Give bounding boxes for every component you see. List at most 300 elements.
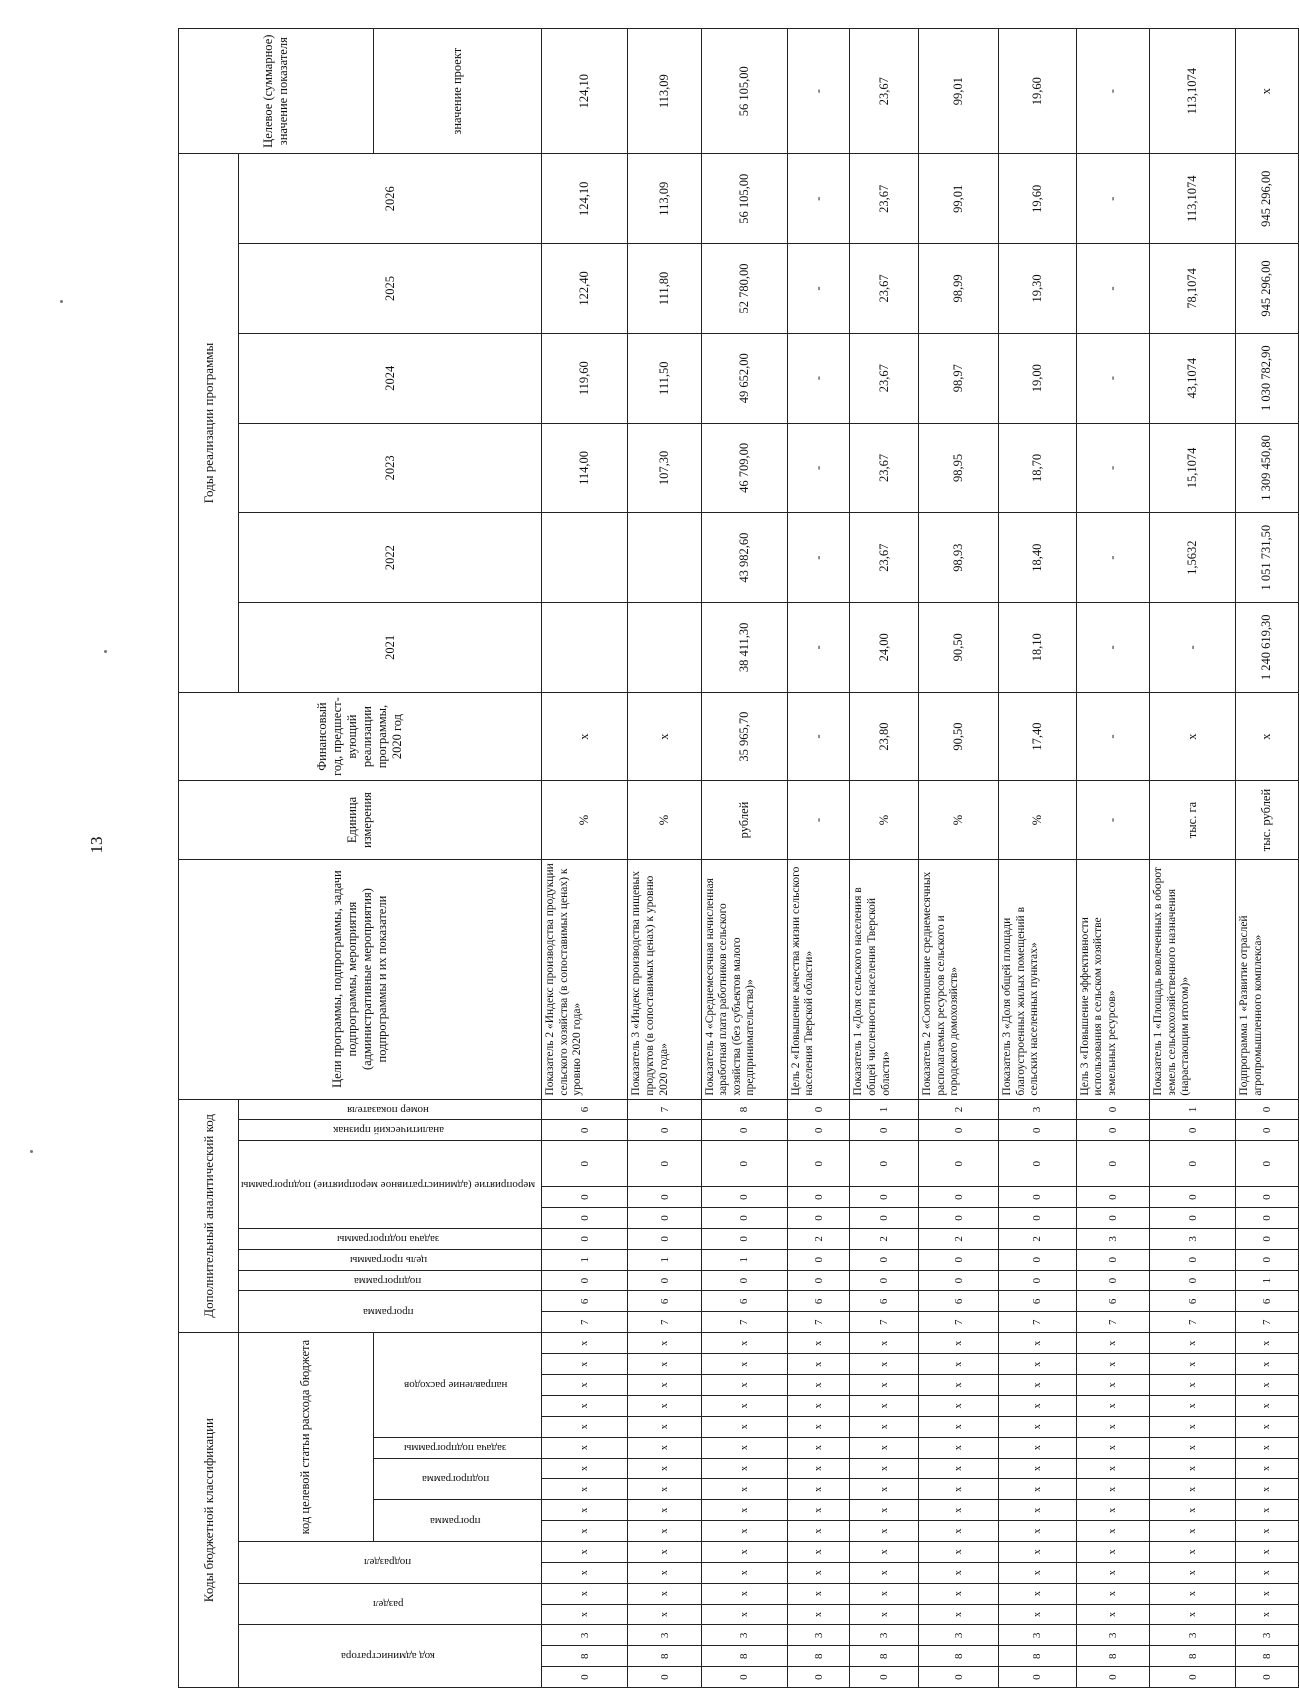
analytic-code-digit: 0 xyxy=(1236,1208,1299,1229)
analytic-code-digit: 0 xyxy=(999,1270,1077,1291)
analytic-code-digit: 0 xyxy=(1149,1249,1235,1270)
value-v2023: 46 709,00 xyxy=(701,423,787,513)
value-v2024: 119,60 xyxy=(542,333,628,423)
value-v2023: 18,70 xyxy=(999,423,1077,513)
budget-code-digit: 3 xyxy=(1076,1625,1149,1646)
analytic-code-digit: 2 xyxy=(787,1228,850,1249)
budget-code-digit: x xyxy=(1076,1375,1149,1396)
budget-codes-label: Коды бюджетной классификации xyxy=(200,1418,216,1603)
expense-direction-label: направление расходов xyxy=(403,1379,508,1391)
value-target: 99,01 xyxy=(919,29,999,154)
budget-code-digit: x xyxy=(999,1541,1077,1562)
value-v2024: 19,00 xyxy=(999,333,1077,423)
budget-code-digit: x xyxy=(850,1541,919,1562)
budget-code-digit: 3 xyxy=(628,1625,701,1646)
a-measure-label: мероприятие (административное мероприятие) подпрограммы xyxy=(241,1178,536,1191)
budget-code-digit: x xyxy=(787,1562,850,1583)
value-prev: 35 965,70 xyxy=(701,692,787,781)
value-target: - xyxy=(787,29,850,154)
budget-code-digit: 3 xyxy=(999,1625,1077,1646)
program-label: программа xyxy=(430,1514,481,1527)
budget-code-digit: x xyxy=(919,1395,999,1416)
budget-code-digit: 8 xyxy=(1076,1646,1149,1667)
analytic-code-digit: 0 xyxy=(999,1120,1077,1141)
budget-code-digit: x xyxy=(1076,1395,1149,1416)
budget-code-digit: 0 xyxy=(999,1667,1077,1688)
analytic-code-digit: 1 xyxy=(1236,1270,1299,1291)
analytic-code-digit: 0 xyxy=(628,1228,701,1249)
budget-code-digit: x xyxy=(701,1604,787,1625)
analytic-code-digit: 0 xyxy=(701,1187,787,1208)
value-prev: x xyxy=(628,692,701,781)
value-v2025: 78,1074 xyxy=(1149,244,1235,334)
analytic-code-digit: 0 xyxy=(850,1120,919,1141)
budget-code-digit: x xyxy=(999,1375,1077,1396)
analytic-code-digit: 0 xyxy=(542,1228,628,1249)
analytic-code-digit: 1 xyxy=(1149,1099,1235,1120)
budget-code-digit: x xyxy=(701,1521,787,1542)
analytic-code-digit: 0 xyxy=(701,1228,787,1249)
value-v2026: 23,67 xyxy=(850,154,919,244)
budget-code-digit: 0 xyxy=(850,1667,919,1688)
a-program-goal-header xyxy=(239,1249,542,1270)
page-number: 13 xyxy=(87,836,106,854)
analytic-code-digit: 0 xyxy=(701,1141,787,1187)
subprogram-label: подпрограмма xyxy=(421,1472,490,1485)
analytic-code-digit: 0 xyxy=(628,1208,701,1229)
value-v2022: 23,67 xyxy=(850,513,919,603)
budget-code-digit: x xyxy=(1236,1479,1299,1500)
budget-code-digit: x xyxy=(919,1416,999,1437)
value-v2021: 18,10 xyxy=(999,603,1077,693)
analytic-code-digit: 0 xyxy=(919,1187,999,1208)
budget-code-digit: x xyxy=(701,1395,787,1416)
analytic-code-digit: 2 xyxy=(999,1228,1077,1249)
budget-code-digit: x xyxy=(542,1562,628,1583)
unit-header xyxy=(179,781,542,859)
budget-code-digit: x xyxy=(628,1416,701,1437)
value-v2025: 52 780,00 xyxy=(701,244,787,334)
budget-code-digit: x xyxy=(850,1604,919,1625)
analytic-code-digit: 0 xyxy=(1076,1249,1149,1270)
analytic-code-digit: 0 xyxy=(542,1120,628,1141)
budget-code-digit: x xyxy=(628,1479,701,1500)
budget-code-digit: x xyxy=(1149,1375,1235,1396)
analytic-code-digit: 0 xyxy=(999,1249,1077,1270)
budget-code-digit: x xyxy=(999,1333,1077,1354)
analytic-code-digit: 6 xyxy=(701,1291,787,1312)
budget-code-digit: x xyxy=(542,1604,628,1625)
value-v2025: - xyxy=(1076,244,1149,334)
value-unit: % xyxy=(999,781,1077,859)
budget-code-digit: x xyxy=(1236,1395,1299,1416)
value-unit: рублей xyxy=(701,781,787,859)
indicators-table xyxy=(178,28,1299,1688)
budget-code-digit: x xyxy=(628,1521,701,1542)
analytic-code-digit: 0 xyxy=(919,1208,999,1229)
budget-code-digit: x xyxy=(1236,1521,1299,1542)
value-v2022: - xyxy=(787,513,850,603)
budget-code-digit: x xyxy=(850,1458,919,1479)
analytic-code-digit: 0 xyxy=(850,1208,919,1229)
expense-direction-header xyxy=(373,1333,541,1437)
analytic-code-digit: 0 xyxy=(1076,1270,1149,1291)
budget-code-digit: x xyxy=(542,1333,628,1354)
value-v2025: 98,99 xyxy=(919,244,999,334)
budget-code-digit: x xyxy=(999,1604,1077,1625)
value-prev: - xyxy=(1076,692,1149,781)
indicator-name: Показатель 4 «Среднемесячная начисленная заработная плата работников сельского хозяйства (без субъектов малого предпринимательства)» xyxy=(701,859,787,1099)
analytic-code-digit: 0 xyxy=(919,1141,999,1187)
indicator-name: Показатель 2 «Индекс производства продукции сельского хозяйства (в сопоставимых ценах) к уровню 2020 года» xyxy=(542,859,628,1099)
analytic-code-digit: 0 xyxy=(628,1187,701,1208)
value-target: 23,67 xyxy=(850,29,919,154)
a-subprogram-header xyxy=(239,1270,542,1291)
analytic-code-digit: 0 xyxy=(999,1187,1077,1208)
value-v2021: 90,50 xyxy=(919,603,999,693)
budget-code-digit: x xyxy=(542,1437,628,1458)
subsection-header xyxy=(239,1541,542,1583)
budget-code-digit: 0 xyxy=(628,1667,701,1688)
year-label: 2022 xyxy=(382,545,397,571)
analytic-code-digit: 0 xyxy=(850,1141,919,1187)
budget-code-digit: x xyxy=(542,1395,628,1416)
budget-code-digit: x xyxy=(999,1416,1077,1437)
indicator-name: Показатель 1 «Доля сельского населения в общей численности населения Тверской области» xyxy=(850,859,919,1099)
value-v2023: - xyxy=(787,423,850,513)
a-measure-header xyxy=(239,1141,542,1229)
budget-code-digit: x xyxy=(919,1604,999,1625)
indicator-name: Показатель 3 «Индекс производства пищевых продуктов (в сопоставимых ценах) к уровню 2020 года» xyxy=(628,859,701,1099)
table-row xyxy=(919,29,999,1688)
budget-code-digit: x xyxy=(628,1604,701,1625)
target-sub-label: значение проект xyxy=(449,47,464,135)
value-v2026: 113,1074 xyxy=(1149,154,1235,244)
analytic-code-digit: 0 xyxy=(1149,1208,1235,1229)
admin-code-label: код администратора xyxy=(341,1650,436,1663)
value-prev: 17,40 xyxy=(999,692,1077,781)
a-indicator-number-label: номер показателя xyxy=(347,1103,430,1116)
a-subprogram-task-label: задача подпрограммы xyxy=(336,1232,440,1245)
analytic-code-digit: 7 xyxy=(1076,1312,1149,1333)
budget-code-digit: x xyxy=(919,1437,999,1458)
budget-code-digit: x xyxy=(850,1437,919,1458)
prev-year-label: Финансовый год, предшест-вующий реализации программы, 2020 год xyxy=(315,697,405,776)
budget-code-digit: x xyxy=(701,1500,787,1521)
analytic-code-digit: 0 xyxy=(1076,1208,1149,1229)
budget-code-digit: 8 xyxy=(1149,1646,1235,1667)
budget-code-digit: x xyxy=(1236,1562,1299,1583)
budget-code-digit: x xyxy=(850,1479,919,1500)
value-v2021: 24,00 xyxy=(850,603,919,693)
analytic-code-digit: 6 xyxy=(628,1291,701,1312)
budget-code-digit: x xyxy=(542,1521,628,1542)
budget-code-digit: x xyxy=(999,1562,1077,1583)
budget-code-digit: 0 xyxy=(787,1667,850,1688)
value-v2026: 945 296,00 xyxy=(1236,154,1299,244)
value-prev: x xyxy=(542,692,628,781)
analytic-code-digit: 0 xyxy=(628,1120,701,1141)
analytic-code-digit: 0 xyxy=(542,1187,628,1208)
budget-code-digit: 8 xyxy=(542,1646,628,1667)
budget-code-digit: x xyxy=(1076,1479,1149,1500)
value-v2026: 56 105,00 xyxy=(701,154,787,244)
budget-code-digit: x xyxy=(787,1333,850,1354)
analytic-code-digit: 0 xyxy=(1236,1228,1299,1249)
budget-code-digit: x xyxy=(999,1500,1077,1521)
value-unit: тыс. га xyxy=(1149,781,1235,859)
analytic-code-digit: 0 xyxy=(787,1141,850,1187)
budget-code-digit: x xyxy=(919,1333,999,1354)
budget-code-digit: x xyxy=(628,1354,701,1375)
target-label: Целевое (суммарное) значение показателя xyxy=(260,34,290,148)
budget-code-digit: x xyxy=(919,1354,999,1375)
budget-code-digit: 0 xyxy=(701,1667,787,1688)
analytic-code-digit: 0 xyxy=(787,1099,850,1120)
budget-code-digit: x xyxy=(1076,1333,1149,1354)
budget-code-digit: x xyxy=(787,1541,850,1562)
budget-code-digit: x xyxy=(850,1500,919,1521)
table-row xyxy=(1236,29,1299,1688)
scan-speck xyxy=(104,650,107,653)
budget-code-digit: 0 xyxy=(1076,1667,1149,1688)
value-v2023: 1 309 450,80 xyxy=(1236,423,1299,513)
analytic-code-label: Дополнительный аналитический код xyxy=(200,1113,216,1318)
budget-code-digit: 3 xyxy=(919,1625,999,1646)
indicator-name: Цель 3 «Повышение эффективности использования в сельском хозяйстве земельных ресурсов» xyxy=(1076,859,1149,1099)
budget-code-digit: x xyxy=(919,1500,999,1521)
value-v2022: 43 982,60 xyxy=(701,513,787,603)
value-v2021 xyxy=(628,603,701,693)
budget-code-digit: x xyxy=(1236,1416,1299,1437)
value-v2022: 18,40 xyxy=(999,513,1077,603)
subprogram-task-label: задача подпрограммы xyxy=(404,1441,507,1454)
budget-code-digit: x xyxy=(919,1541,999,1562)
value-v2024: 98,97 xyxy=(919,333,999,423)
value-v2023: - xyxy=(1076,423,1149,513)
budget-code-digit: x xyxy=(628,1395,701,1416)
analytic-code-digit: 0 xyxy=(787,1187,850,1208)
a-analytic-sign-header xyxy=(239,1120,542,1141)
budget-code-digit: x xyxy=(787,1375,850,1396)
budget-code-digit: x xyxy=(999,1479,1077,1500)
budget-code-digit: x xyxy=(542,1583,628,1604)
analytic-code-digit: 0 xyxy=(1076,1120,1149,1141)
analytic-code-digit: 1 xyxy=(542,1249,628,1270)
analytic-code-digit: 0 xyxy=(701,1208,787,1229)
budget-code-digit: x xyxy=(628,1562,701,1583)
budget-code-digit: x xyxy=(999,1354,1077,1375)
budget-code-digit: x xyxy=(850,1395,919,1416)
analytic-code-digit: 0 xyxy=(628,1270,701,1291)
table-row xyxy=(787,29,850,1688)
budget-code-digit: x xyxy=(919,1562,999,1583)
analytic-code-digit: 7 xyxy=(1236,1312,1299,1333)
budget-code-digit: x xyxy=(701,1479,787,1500)
budget-code-digit: x xyxy=(787,1604,850,1625)
table-row xyxy=(542,29,628,1688)
budget-code-digit: 8 xyxy=(1236,1646,1299,1667)
analytic-code-digit: 6 xyxy=(919,1291,999,1312)
scan-speck xyxy=(30,1150,33,1153)
value-v2022: - xyxy=(1076,513,1149,603)
budget-code-digit: x xyxy=(1076,1541,1149,1562)
value-v2024: 43,1074 xyxy=(1149,333,1235,423)
budget-code-digit: x xyxy=(1076,1437,1149,1458)
analytic-code-header xyxy=(179,1099,239,1333)
analytic-code-digit: 3 xyxy=(1076,1228,1149,1249)
value-v2025: - xyxy=(787,244,850,334)
value-target: x xyxy=(1236,29,1299,154)
value-v2026: 113,09 xyxy=(628,154,701,244)
budget-code-digit: x xyxy=(787,1479,850,1500)
value-v2022: 98,93 xyxy=(919,513,999,603)
value-unit: % xyxy=(628,781,701,859)
analytic-code-digit: 3 xyxy=(1149,1228,1235,1249)
budget-code-digit: x xyxy=(919,1458,999,1479)
value-v2021: 38 411,30 xyxy=(701,603,787,693)
budget-code-digit: x xyxy=(1236,1375,1299,1396)
value-v2024: 1 030 782,90 xyxy=(1236,333,1299,423)
value-unit: % xyxy=(919,781,999,859)
budget-code-digit: x xyxy=(1236,1541,1299,1562)
indicator-name: Подпрограмма 1 «Развитие отраслей агропромышленного комплекса» xyxy=(1236,859,1299,1099)
budget-code-digit: x xyxy=(542,1416,628,1437)
budget-code-digit: 8 xyxy=(701,1646,787,1667)
budget-code-digit: x xyxy=(1149,1562,1235,1583)
value-unit: - xyxy=(1076,781,1149,859)
analytic-code-digit: 0 xyxy=(787,1270,850,1291)
budget-code-digit: x xyxy=(701,1333,787,1354)
budget-code-digit: x xyxy=(1149,1333,1235,1354)
value-v2024: - xyxy=(1076,333,1149,423)
a-indicator-number-header xyxy=(239,1099,542,1120)
value-unit: % xyxy=(542,781,628,859)
target-article-header xyxy=(239,1333,374,1542)
budget-code-digit: x xyxy=(1149,1541,1235,1562)
analytic-code-digit: 0 xyxy=(1149,1187,1235,1208)
value-v2024: - xyxy=(787,333,850,423)
budget-code-digit: x xyxy=(1149,1583,1235,1604)
value-v2026: 99,01 xyxy=(919,154,999,244)
budget-code-digit: x xyxy=(850,1562,919,1583)
table-row xyxy=(999,29,1077,1688)
analytic-code-digit: 0 xyxy=(787,1249,850,1270)
year-label: 2026 xyxy=(382,186,397,212)
table-row xyxy=(701,29,787,1688)
budget-codes-header xyxy=(179,1333,239,1688)
analytic-code-digit: 7 xyxy=(1149,1312,1235,1333)
budget-code-digit: x xyxy=(701,1458,787,1479)
budget-code-digit: x xyxy=(628,1541,701,1562)
analytic-code-digit: 7 xyxy=(628,1099,701,1120)
budget-code-digit: x xyxy=(787,1416,850,1437)
value-prev: x xyxy=(1149,692,1235,781)
budget-code-digit: x xyxy=(542,1375,628,1396)
analytic-code-digit: 6 xyxy=(542,1291,628,1312)
year-header-2026 xyxy=(239,154,542,244)
analytic-code-digit: 6 xyxy=(850,1291,919,1312)
value-v2026: - xyxy=(1076,154,1149,244)
goals-header xyxy=(179,859,542,1099)
budget-code-digit: x xyxy=(1236,1583,1299,1604)
analytic-code-digit: 6 xyxy=(999,1291,1077,1312)
budget-code-digit: x xyxy=(1149,1458,1235,1479)
analytic-code-digit: 0 xyxy=(1236,1187,1299,1208)
budget-code-digit: 0 xyxy=(1149,1667,1235,1688)
budget-code-digit: x xyxy=(1076,1604,1149,1625)
budget-code-digit: x xyxy=(1236,1333,1299,1354)
value-v2021: - xyxy=(787,603,850,693)
analytic-code-digit: 0 xyxy=(628,1141,701,1187)
budget-code-digit: x xyxy=(850,1521,919,1542)
section-header xyxy=(239,1583,542,1625)
analytic-code-digit: 3 xyxy=(999,1099,1077,1120)
analytic-code-digit: 0 xyxy=(1076,1099,1149,1120)
analytic-code-digit: 6 xyxy=(1236,1291,1299,1312)
budget-code-digit: x xyxy=(1149,1437,1235,1458)
budget-code-digit: 0 xyxy=(919,1667,999,1688)
a-program-goal-label: цель программы xyxy=(349,1253,427,1266)
value-target: 113,09 xyxy=(628,29,701,154)
budget-code-digit: x xyxy=(1149,1479,1235,1500)
budget-code-digit: x xyxy=(701,1541,787,1562)
budget-code-digit: 8 xyxy=(628,1646,701,1667)
budget-code-digit: 8 xyxy=(919,1646,999,1667)
value-v2021: - xyxy=(1149,603,1235,693)
budget-code-digit: x xyxy=(628,1333,701,1354)
table-row xyxy=(1149,29,1235,1688)
budget-code-digit: x xyxy=(542,1458,628,1479)
budget-code-digit: x xyxy=(919,1375,999,1396)
analytic-code-digit: 0 xyxy=(701,1270,787,1291)
analytic-code-digit: 0 xyxy=(1076,1141,1149,1187)
scan-speck xyxy=(60,300,63,303)
budget-code-digit: x xyxy=(628,1375,701,1396)
target-article-label: код целевой статьи расхода бюджета xyxy=(298,1339,313,1535)
value-unit: - xyxy=(787,781,850,859)
analytic-code-digit: 0 xyxy=(850,1270,919,1291)
budget-code-digit: x xyxy=(919,1479,999,1500)
budget-code-digit: x xyxy=(1076,1458,1149,1479)
budget-code-digit: x xyxy=(1149,1416,1235,1437)
subsection-label: подраздел xyxy=(364,1556,412,1569)
budget-code-digit: x xyxy=(1236,1437,1299,1458)
year-label: 2025 xyxy=(382,275,397,301)
value-v2023: 15,1074 xyxy=(1149,423,1235,513)
analytic-code-digit: 7 xyxy=(850,1312,919,1333)
analytic-code-digit: 0 xyxy=(999,1141,1077,1187)
budget-code-digit: 8 xyxy=(850,1646,919,1667)
analytic-code-digit: 0 xyxy=(1236,1120,1299,1141)
analytic-code-digit: 1 xyxy=(850,1099,919,1120)
value-prev: x xyxy=(1236,692,1299,781)
budget-code-digit: x xyxy=(1236,1500,1299,1521)
budget-code-digit: x xyxy=(1149,1521,1235,1542)
budget-code-digit: x xyxy=(1236,1354,1299,1375)
budget-code-digit: 3 xyxy=(1149,1625,1235,1646)
budget-code-digit: x xyxy=(1149,1354,1235,1375)
analytic-code-digit: 6 xyxy=(787,1291,850,1312)
budget-code-digit: x xyxy=(701,1437,787,1458)
budget-code-digit: x xyxy=(542,1354,628,1375)
analytic-code-digit: 0 xyxy=(919,1249,999,1270)
analytic-code-digit: 2 xyxy=(919,1099,999,1120)
analytic-code-digit: 2 xyxy=(850,1228,919,1249)
analytic-code-digit: 0 xyxy=(1236,1099,1299,1120)
budget-code-digit: x xyxy=(542,1541,628,1562)
value-v2022 xyxy=(628,513,701,603)
